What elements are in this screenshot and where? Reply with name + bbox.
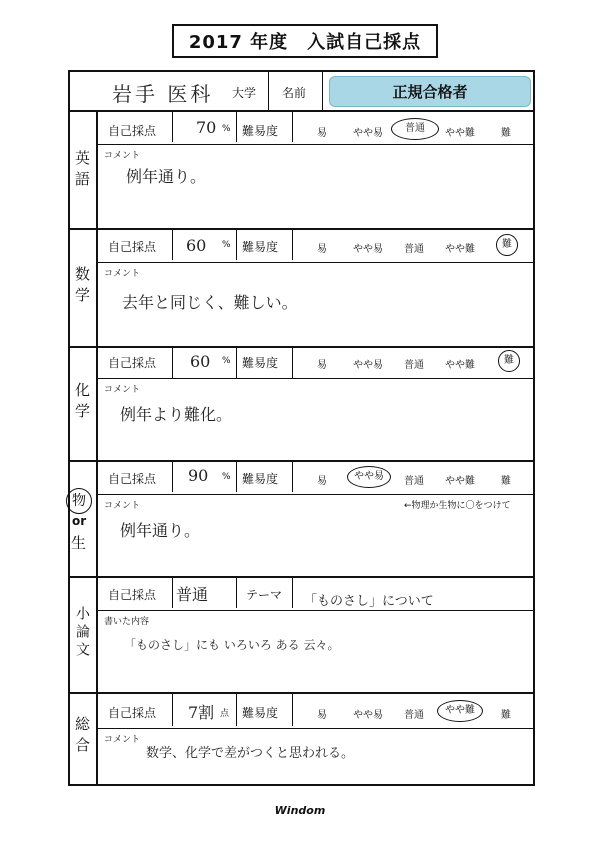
score-value: 60 [190,352,211,371]
university-label: 大学 [232,86,257,100]
comment-value: 例年より難化。 [120,405,233,424]
difficulty-option: やや難 [445,476,475,487]
name-label: 名前 [282,86,307,100]
difficulty-option: やや易 [353,244,383,255]
score-value: 60 [186,236,207,255]
row-line [96,378,535,379]
row-line [96,262,535,263]
cell-divider [236,230,237,260]
cell-divider [172,462,173,492]
header-divider-2 [322,70,323,110]
score-value: 90 [188,466,209,485]
cell-divider [292,694,293,726]
difficulty-label: 難易度 [242,356,279,370]
subject-or: or [72,514,87,528]
footer-brand: Windom [274,804,326,817]
written-content-label: 書いた内容 [104,617,150,627]
difficulty-option: やや易 [353,128,383,139]
difficulty-option: やや難 [445,360,475,371]
score-label: 自己採点 [108,706,157,720]
subject-column-divider [96,110,98,786]
difficulty-option-selected: 難 [498,350,520,372]
cell-divider [292,112,293,142]
percent-label: % [222,240,231,250]
difficulty-option: やや難 [445,128,475,139]
section-line [68,692,535,694]
cell-divider [172,694,173,726]
cell-divider [172,348,173,378]
cell-divider [292,578,293,608]
difficulty-option: 易 [317,128,327,139]
comment-value: 去年と同じく、難しい。 [122,293,298,312]
subject-english: 英語 [73,150,91,192]
total-comment-value: 数学、化学で差がつくと思われる。 [146,746,355,761]
subject-total: 総合 [73,716,91,758]
score-label: 自己採点 [108,356,157,370]
score-label: 自己採点 [108,124,157,138]
difficulty-label: 難易度 [242,706,279,720]
section-line [68,228,535,230]
percent-label: % [222,472,231,482]
difficulty-option: 易 [317,360,327,371]
section-line [68,346,535,348]
points-label: 点 [220,709,230,719]
comment-label: コメント [104,501,141,511]
difficulty-option: 普通 [404,244,424,255]
score-label: 自己採点 [108,240,157,254]
section-line [68,576,535,578]
difficulty-label: 難易度 [242,124,279,138]
comment-value: 例年通り。 [120,521,201,540]
percent-label: % [222,124,231,134]
subject-chemistry: 化学 [73,382,91,424]
difficulty-option: 普通 [404,476,424,487]
difficulty-option-selected: 難 [496,234,518,256]
difficulty-option: やや易 [353,360,383,371]
difficulty-option: 難 [501,128,511,139]
row-line [96,144,535,145]
difficulty-label: 難易度 [242,472,279,486]
score-label: 自己採点 [108,588,157,602]
header-divider [268,70,269,110]
cell-divider [292,462,293,492]
comment-value: 例年通り。 [126,167,207,186]
cell-divider [172,578,173,608]
subject-physics-circled: 物 [66,488,92,514]
row-line [96,728,535,729]
theme-label: テーマ [246,588,283,602]
cell-divider [236,462,237,492]
difficulty-label: 難易度 [242,240,279,254]
comment-label: コメント [104,269,141,279]
cell-divider [292,348,293,378]
essay-content-value: 「ものさし」にも いろいろ ある 云々。 [124,638,340,652]
difficulty-option: 易 [317,710,327,721]
cell-divider [236,112,237,142]
cell-divider [172,230,173,260]
bio-note: ←物理か生物に〇をつけて [404,501,511,511]
difficulty-option: やや難 [445,244,475,255]
difficulty-option-selected: やや難 [437,700,483,722]
difficulty-option: 難 [501,710,511,721]
score-value: 70 [196,118,217,137]
cell-divider [236,348,237,378]
total-score-value: 7割 [188,703,215,722]
subject-essay: 小論文 [74,606,90,660]
row-line [96,494,535,495]
cell-divider [292,230,293,260]
essay-theme-value: 「ものさし」について [304,594,434,609]
difficulty-option: 普通 [404,360,424,371]
page-title: 2017 年度 入試自己採点 [172,24,438,58]
subject-biology: 生 [71,534,87,552]
comment-label: コメント [104,385,141,395]
difficulty-option: やや易 [353,710,383,721]
row-line [96,610,535,611]
cell-divider [236,578,237,608]
comment-label: コメント [104,151,141,161]
difficulty-option-selected: やや易 [347,466,391,488]
score-label: 自己採点 [108,472,157,486]
header-bottom-line [68,110,535,112]
subject-math: 数学 [73,266,91,308]
difficulty-option: 難 [501,476,511,487]
difficulty-option: 易 [317,244,327,255]
difficulty-option: 易 [317,476,327,487]
university-handwritten: 岩手 医科 [112,82,214,106]
percent-label: % [222,356,231,366]
section-line [68,460,535,462]
difficulty-option-selected: 普通 [391,118,439,140]
difficulty-option: 普通 [404,710,424,721]
comment-label: コメント [104,735,141,745]
cell-divider [236,694,237,726]
essay-score-value: 普通 [176,585,209,604]
name-value-badge: 正規合格者 [329,76,531,107]
cell-divider [172,112,173,142]
